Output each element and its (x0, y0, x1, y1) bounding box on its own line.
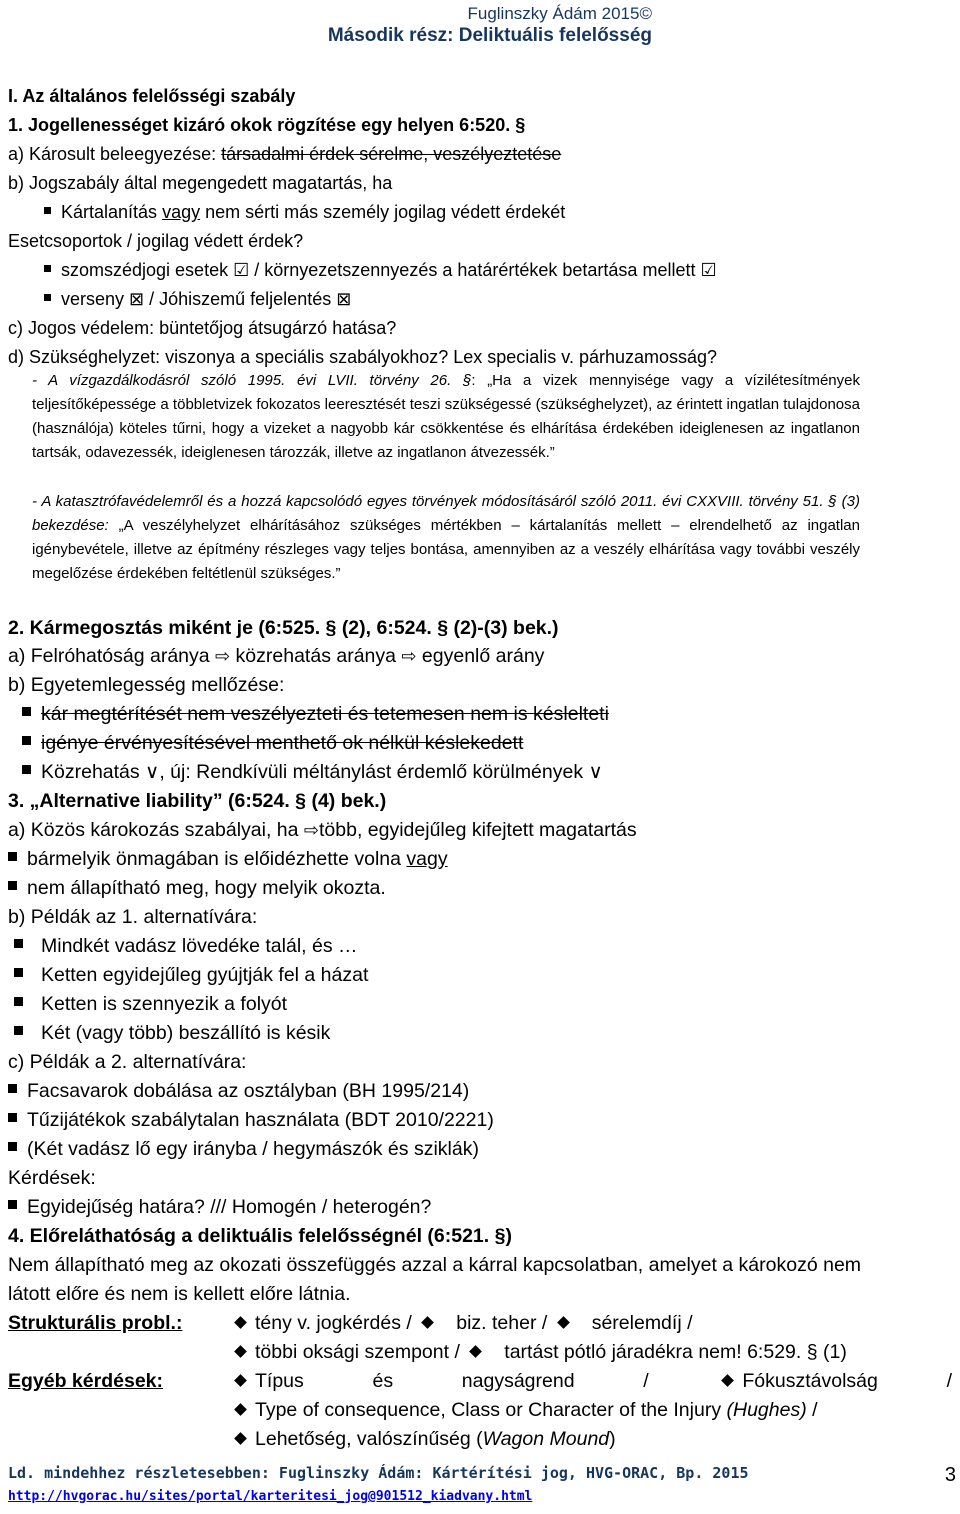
header-author: Fuglinszky Ádám 2015© (467, 4, 652, 23)
bullet-square-icon (8, 881, 17, 890)
section1-bullet3 (44, 287, 351, 311)
bullet-square-icon (8, 1200, 17, 1209)
bullet-text-post: nem sérti más személy jogilag védett érdekét (200, 202, 566, 222)
section3-b-item (14, 990, 287, 1018)
section1-esetcsoportok: Esetcsoportok / jogilag védett érdek? (8, 231, 304, 251)
section2-a-pre: a) Felróhatóság aránya (8, 645, 216, 667)
section3-c-item-text: Tűzijátékok szabálytalan használata (BDT 2010/2221) (27, 1109, 494, 1131)
section1-b-bullet (44, 200, 565, 224)
law1-paragraph (32, 369, 860, 465)
law1-text: : „Ha a vizek mennyisége vagy a vízilétesítmények teljesítőképessége a többletvizek fokozatos leeresztését teszi szükségessé (szükséghelyzet), az érintett ingatlan tulajdonosa (használója) köteles tűrni, hogy a vizeket a nagyobb kár csökkentése és elhárítása érdekében ideiglenesen az ingatlanon tartsák, odavezessék, ideiglenesen tározzák, illetve az ingatlanon átvezessék.” (32, 372, 860, 461)
section2-b1 (22, 700, 609, 728)
section3-a2-text: nem állapítható meg, hogy melyik okozta. (27, 877, 386, 899)
bullet-square-icon (14, 997, 23, 1006)
bullet-square-icon (14, 1026, 23, 1035)
section3-b-item-text: Két (vagy több) beszállító is késik (41, 1022, 331, 1044)
section3-c-item (8, 1077, 469, 1105)
bullet3-text-b: / Jóhiszemű feljelentés (144, 289, 337, 309)
section1-a (8, 142, 561, 166)
other-item (230, 1367, 304, 1395)
section3-b-item (14, 1019, 330, 1047)
other-word: nagyságrend (461, 1370, 575, 1392)
arrow-right-icon: ⇨ (401, 646, 417, 666)
section3-a1 (8, 845, 448, 873)
section1-title: I. Az általános felelősségi szabály (8, 86, 296, 106)
section3-b-item-text: Ketten egyidejűleg gyújtják fel a házat (41, 964, 369, 986)
checkbox-checked-icon: ☑ (233, 260, 250, 280)
bullet-text-underlined: vagy (162, 202, 201, 222)
section3-a-pre: a) Közös károkozás szabályai, ha (8, 819, 304, 841)
section3-b-item-text: Mindkét vadász lövedéke talál, és … (41, 935, 358, 957)
section1-sub1: 1. Jogellenességet kizáró okok rögzítése egy helyen 6:520. § (8, 115, 526, 135)
other3-italic: Wagon Mound (482, 1428, 610, 1450)
section2-b: b) Egyetemlegesség mellőzése: (8, 674, 285, 696)
arrow-right-icon: ⇨ (303, 820, 319, 840)
page-number: 3 (944, 1464, 956, 1486)
diamond-bullet-icon (234, 1432, 247, 1445)
bullet2-text-b: / környezetszennyezés a határértékek betartása mellett (249, 260, 701, 280)
bullet-square-icon (44, 294, 51, 301)
other3-post: ) (609, 1428, 616, 1450)
section3-b-item-text: Ketten is szennyezik a folyót (41, 993, 288, 1015)
section3-title: 3. „Alternative liability” (6:524. § (4) bek.) (8, 790, 387, 812)
section3-c-item-text: Facsavarok dobálása az osztályban (BH 1995/214) (27, 1080, 470, 1102)
checkbox-crossed-icon: ⊠ (336, 289, 352, 309)
bullet-square-icon (14, 939, 23, 948)
checkbox-checked-icon: ☑ (700, 260, 717, 280)
section3-a (8, 816, 637, 844)
struct-item: tény v. jogkérdés / (255, 1312, 412, 1334)
section3-q1-text: Egyidejűség határa? /// Homogén / heterogén? (27, 1196, 432, 1218)
section3-c-item (8, 1106, 494, 1134)
section2-title: 2. Kármegosztás miként je (6:525. § (2), 6:524. § (2)-(3) bek.) (8, 617, 559, 639)
bullet3-text-a: verseny (61, 289, 130, 309)
footer-reference: Ld. mindehhez részletesebben: Fuglinszky Ádám: Kártérítési jog, HVG-ORAC, Bp. 2015 (8, 1464, 749, 1482)
bullet-square-icon (14, 968, 23, 977)
bullet-square-icon (44, 207, 51, 214)
bullet2-text-a: szomszédjogi esetek (61, 260, 234, 280)
section3-q1 (8, 1193, 431, 1221)
other-word: és (372, 1370, 394, 1392)
section3-b: b) Példák az 1. alternatívára: (8, 906, 258, 928)
section3-a2 (8, 874, 386, 902)
bullet-square-icon (22, 707, 31, 716)
struct-item: többi oksági szempont / (255, 1341, 460, 1363)
other-word: Fókusztávolság (742, 1370, 878, 1392)
diamond-bullet-icon (421, 1316, 434, 1329)
diamond-bullet-icon (234, 1316, 247, 1329)
other-questions-row3 (230, 1425, 616, 1453)
bullet-square-icon (8, 1113, 17, 1122)
other-word: / (946, 1370, 952, 1392)
diamond-bullet-icon (557, 1316, 570, 1329)
bullet-square-icon (8, 852, 17, 861)
law1-reference: - A vízgazdálkodásról szóló 1995. évi LVII. törvény 26. § (32, 372, 472, 389)
other-word: / (643, 1370, 649, 1392)
law2-paragraph (32, 490, 860, 586)
section1-b: b) Jogszabály által megengedett magatartás, ha (8, 173, 393, 193)
section3-b-item (14, 961, 368, 989)
struct-item: tartást pótló járadékra nem! 6:529. § (1) (504, 1341, 847, 1363)
section3-c-item-text: (Két vadász lő egy irányba / hegymászók és sziklák) (27, 1138, 479, 1160)
section1-a-prefix: a) Károsult beleegyezése: (8, 144, 222, 164)
section3-a-post: több, egyidejűleg kifejtett magatartás (319, 819, 637, 841)
section4-text1: Nem állapítható meg az okozati összefüggés azzal a kárral kapcsolatban, amelyet a károkozó nem (8, 1254, 862, 1276)
bullet-square-icon (22, 736, 31, 745)
section1-c: c) Jogos védelem: büntetőjog átsugárzó hatása? (8, 318, 397, 338)
structural-problems-row2 (230, 1338, 847, 1366)
section3-a1-underlined: vagy (406, 848, 448, 870)
section3-questions: Kérdések: (8, 1167, 96, 1189)
section2-a-post: egyenlő arány (416, 645, 545, 667)
section1-d: d) Szükséghelyzet: viszonya a speciális szabályokhoz? Lex specialis v. párhuzamosság? (8, 347, 718, 367)
other2-pre: Type of consequence, Class or Character of the Injury (255, 1399, 727, 1421)
struct-item: biz. teher / (456, 1312, 548, 1334)
section1-bullet2 (44, 258, 717, 282)
bullet-text-pre: Kártalanítás (61, 202, 163, 222)
section2-b2 (22, 729, 523, 757)
bullet-square-icon (22, 765, 31, 774)
section4-title: 4. Előreláthatóság a deliktuális felelősségnél (6:521. §) (8, 1225, 512, 1247)
other-item (717, 1367, 877, 1395)
section2-b2-text: igénye érvényesítésével menthető ok nélkül késlekedett (41, 732, 524, 754)
diamond-bullet-icon (469, 1345, 482, 1358)
section2-a (8, 642, 544, 670)
structural-problems-label: Strukturális probl.: (8, 1312, 183, 1334)
bullet-square-icon (8, 1084, 17, 1093)
page-header (328, 4, 652, 48)
bullet-square-icon (8, 1142, 17, 1151)
section3-b-item (14, 932, 358, 960)
header-part-title: Második rész: Deliktuális felelősség (327, 25, 652, 46)
checkbox-crossed-icon: ⊠ (129, 289, 145, 309)
struct-item: sérelemdíj / (591, 1312, 693, 1334)
footer-link[interactable]: http://hvgorac.hu/sites/portal/karteritesi_jog@901512_kiadvany.html (8, 1489, 533, 1504)
law2-text: „A veszélyhelyzet elhárításához szükséges mértékben – kártalanítás mellett – elrendelhető az ingatlan igénybevétele, illetve az építmény részleges vagy teljes bontása, amennyiben az a veszély elhárítása vagy további veszély megelőzése érdekében feltétlenül szükséges.” (32, 517, 860, 582)
diamond-bullet-icon (234, 1403, 247, 1416)
section3-c: c) Példák a 2. alternatívára: (8, 1051, 247, 1073)
section2-a-mid: közrehatás aránya (230, 645, 402, 667)
section2-b3-text: Közrehatás ∨, új: Rendkívüli méltánylást érdemlő körülmények ∨ (41, 761, 603, 783)
section2-b1-text: kár megtérítését nem veszélyezteti és tetemesen nem is késlelteti (41, 703, 609, 725)
other-questions-row1 (230, 1367, 952, 1395)
section4-text2: látott előre és nem is kellett előre látnia. (8, 1283, 351, 1305)
other3-pre: Lehetőség, valószínűség ( (255, 1428, 483, 1450)
other2-post: / (806, 1399, 818, 1421)
arrow-right-icon: ⇨ (215, 646, 231, 666)
section1-a-struck: társadalmi érdek sérelme, veszélyeztetése (221, 144, 562, 164)
section3-c-item (8, 1135, 479, 1163)
other-questions-row2 (230, 1396, 818, 1424)
diamond-bullet-icon (234, 1374, 247, 1387)
structural-problems-row1 (230, 1309, 693, 1337)
diamond-bullet-icon (234, 1345, 247, 1358)
bullet-square-icon (44, 265, 51, 272)
diamond-bullet-icon (722, 1374, 735, 1387)
other-word: Típus (255, 1370, 304, 1392)
section3-a1-pre: bármelyik önmagában is előidézhette volna (27, 848, 407, 870)
section2-b3 (22, 758, 603, 786)
other2-italic: (Hughes) (726, 1399, 807, 1421)
law2-reference: - A katasztrófavédelemről és a hozzá kapcsolódó egyes törvények módosításáról szóló 2011. évi CXXVIII. törvény 51. § (3) bekezdése: (32, 493, 860, 534)
other-questions-label: Egyéb kérdések: (8, 1370, 164, 1392)
